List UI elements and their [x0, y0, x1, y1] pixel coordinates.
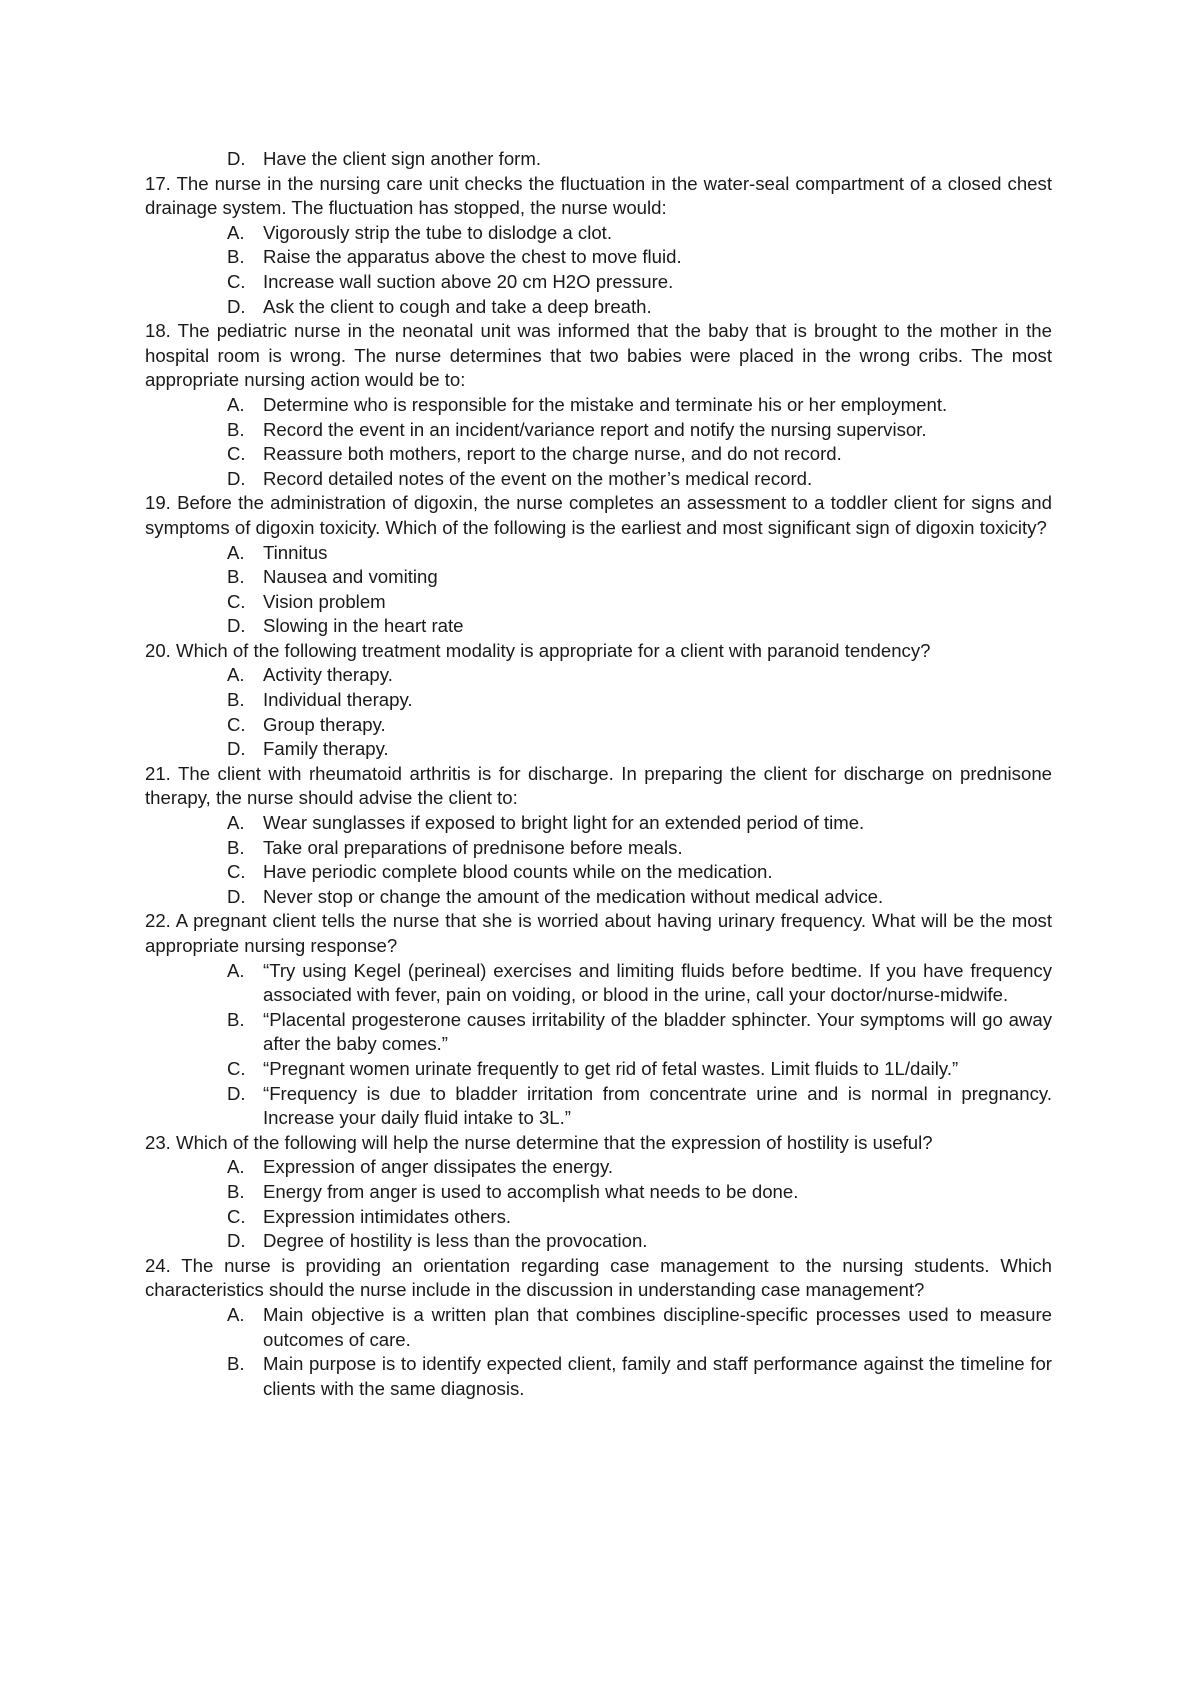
answer-option — [145, 541, 1052, 566]
option-text: Expression of anger dissipates the energy. — [263, 1156, 614, 1178]
option-letter: B. — [227, 836, 245, 858]
option-text: Record the event in an incident/variance report and notify the nursing supervisor. — [263, 418, 927, 440]
option-text: Vigorously strip the tube to dislodge a clot. — [263, 221, 613, 243]
option-text: Group therapy. — [263, 713, 386, 735]
answer-option — [145, 1352, 1052, 1401]
answer-option — [145, 1303, 1052, 1352]
option-text: Activity therapy. — [263, 664, 393, 686]
option-letter: A. — [227, 664, 245, 686]
option-letter: C. — [227, 1205, 246, 1227]
option-text: Main objective is a written plan that combines discipline-specific processes used to measure outcomes of care. — [263, 1303, 1052, 1350]
option-text: Ask the client to cough and take a deep breath. — [263, 295, 652, 317]
option-text: “Frequency is due to bladder irritation from concentrate urine and is normal in pregnancy. Increase your daily fluid intake to 3L.” — [263, 1082, 1052, 1129]
answer-option — [145, 245, 1052, 270]
question-list — [145, 147, 1052, 1401]
option-letter: A. — [227, 393, 245, 415]
answer-option — [145, 614, 1052, 639]
option-text: Slowing in the heart rate — [263, 615, 464, 637]
answer-option — [145, 737, 1052, 762]
question-block — [145, 491, 1052, 639]
option-letter: A. — [227, 541, 245, 563]
option-text: Reassure both mothers, report to the charge nurse, and do not record. — [263, 443, 842, 465]
option-text: “Try using Kegel (perineal) exercises and limiting fluids before bedtime. If you have frequency associated with fever, pain on voiding, or blood in the urine, call your doctor/nurse-midwife. — [263, 959, 1052, 1006]
question-stem: 18. The pediatric nurse in the neonatal unit was informed that the baby that is brought to the mother in the hospital room is wrong. The nurse determines that two babies were placed in the wrong cribs. The most appropriate nursing action would be to: — [145, 320, 1052, 391]
option-text: Tinnitus — [263, 541, 328, 563]
option-letter: C. — [227, 270, 246, 292]
option-text: Wear sunglasses if exposed to bright light for an extended period of time. — [263, 812, 865, 834]
option-letter: B. — [227, 418, 245, 440]
answer-option — [145, 565, 1052, 590]
answer-option — [145, 1155, 1052, 1180]
answer-option — [145, 885, 1052, 910]
option-text: Expression intimidates others. — [263, 1205, 512, 1227]
option-letter: B. — [227, 246, 245, 268]
option-text: Raise the apparatus above the chest to move fluid. — [263, 246, 682, 268]
answer-option — [145, 221, 1052, 246]
option-text: Individual therapy. — [263, 689, 413, 711]
answer-option — [145, 663, 1052, 688]
option-text: Increase wall suction above 20 cm H2O pressure. — [263, 270, 674, 292]
answer-option — [145, 393, 1052, 418]
option-text: “Placental progesterone causes irritability of the bladder sphincter. Your symptoms will go away after the baby comes.” — [263, 1008, 1052, 1055]
option-text: Degree of hostility is less than the provocation. — [263, 1230, 648, 1252]
option-text: Nausea and vomiting — [263, 566, 438, 588]
option-letter: A. — [227, 959, 245, 981]
answer-option — [145, 1008, 1052, 1057]
option-letter: B. — [227, 1353, 245, 1375]
question-stem: 21. The client with rheumatoid arthritis is for discharge. In preparing the client for discharge on prednisone therapy, the nurse should advise the client to: — [145, 762, 1052, 809]
answer-option — [145, 713, 1052, 738]
answer-option — [145, 147, 1052, 172]
option-text: “Pregnant women urinate frequently to get rid of fetal wastes. Limit fluids to 1L/daily.” — [263, 1057, 959, 1079]
option-letter: D. — [227, 1082, 246, 1104]
option-letter: D. — [227, 148, 246, 169]
answer-options — [145, 393, 1052, 491]
question-stem: 20. Which of the following treatment modality is appropriate for a client with paranoid tendency? — [145, 639, 931, 661]
question-stem: 22. A pregnant client tells the nurse that she is worried about having urinary frequency. What will be the most appropriate nursing response? — [145, 910, 1052, 956]
option-letter: D. — [227, 885, 246, 907]
answer-options — [145, 541, 1052, 639]
option-letter: C. — [227, 1057, 246, 1079]
option-letter: C. — [227, 590, 246, 612]
answer-option — [145, 270, 1052, 295]
answer-option — [145, 1180, 1052, 1205]
option-letter: B. — [227, 1180, 245, 1202]
answer-option — [145, 442, 1052, 467]
question-stem: 23. Which of the following will help the nurse determine that the expression of hostility is useful? — [145, 1131, 933, 1153]
question-block — [145, 1254, 1052, 1402]
answer-options — [145, 221, 1052, 319]
answer-options — [145, 663, 1052, 761]
option-letter: B. — [227, 566, 245, 588]
option-letter: D. — [227, 738, 246, 760]
option-letter: A. — [227, 1156, 245, 1178]
option-text: Vision problem — [263, 590, 386, 612]
option-letter: A. — [227, 221, 245, 243]
option-letter: B. — [227, 1008, 245, 1030]
option-letter: D. — [227, 615, 246, 637]
answer-option — [145, 959, 1052, 1008]
answer-option — [145, 811, 1052, 836]
answer-options — [145, 959, 1052, 1131]
question-block — [145, 319, 1052, 491]
answer-options — [145, 1155, 1052, 1253]
option-letter: D. — [227, 295, 246, 317]
answer-options — [145, 811, 1052, 909]
option-text: Record detailed notes of the event on the mother’s medical record. — [263, 467, 813, 489]
question-stem: 17. The nurse in the nursing care unit checks the fluctuation in the water-seal compartment of a closed chest drainage system. The fluctuation has stopped, the nurse would: — [145, 172, 1052, 219]
option-text: Have the client sign another form. — [263, 148, 542, 169]
answer-option — [145, 1082, 1052, 1131]
answer-option — [145, 1229, 1052, 1254]
option-text: Never stop or change the amount of the medication without medical advice. — [263, 885, 884, 907]
question-block — [145, 762, 1052, 910]
option-letter: C. — [227, 861, 246, 883]
option-text: Energy from anger is used to accomplish what needs to be done. — [263, 1180, 799, 1202]
answer-option — [145, 295, 1052, 320]
carryover-options — [145, 147, 1052, 172]
option-text: Determine who is responsible for the mistake and terminate his or her employment. — [263, 393, 948, 415]
option-letter: C. — [227, 443, 246, 465]
option-letter: B. — [227, 689, 245, 711]
option-text: Main purpose is to identify expected client, family and staff performance against the timeline for clients with the same diagnosis. — [263, 1353, 1052, 1399]
option-letter: D. — [227, 1230, 246, 1252]
option-text: Have periodic complete blood counts while on the medication. — [263, 861, 773, 883]
option-text: Family therapy. — [263, 738, 389, 760]
answer-option — [145, 1205, 1052, 1230]
question-block — [145, 172, 1052, 320]
answer-option — [145, 1057, 1052, 1082]
option-letter: D. — [227, 467, 246, 489]
answer-options — [145, 1303, 1052, 1401]
question-stem: 19. Before the administration of digoxin, the nurse completes an assessment to a toddler client for signs and symptoms of digoxin toxicity. Which of the following is the earliest and most significant sign of digoxin toxicity? — [145, 492, 1052, 538]
question-block — [145, 909, 1052, 1130]
answer-option — [145, 418, 1052, 443]
option-text: Take oral preparations of prednisone before meals. — [263, 836, 683, 858]
answer-option — [145, 836, 1052, 861]
option-letter: A. — [227, 812, 245, 834]
option-letter: A. — [227, 1303, 245, 1325]
question-block — [145, 639, 1052, 762]
answer-option — [145, 860, 1052, 885]
question-block — [145, 1131, 1052, 1254]
answer-option — [145, 590, 1052, 615]
option-letter: C. — [227, 713, 246, 735]
answer-option — [145, 467, 1052, 492]
question-stem: 24. The nurse is providing an orientation regarding case management to the nursing students. Which characteristics should the nurse include in the discussion in understanding case management? — [145, 1254, 1052, 1301]
answer-option — [145, 688, 1052, 713]
